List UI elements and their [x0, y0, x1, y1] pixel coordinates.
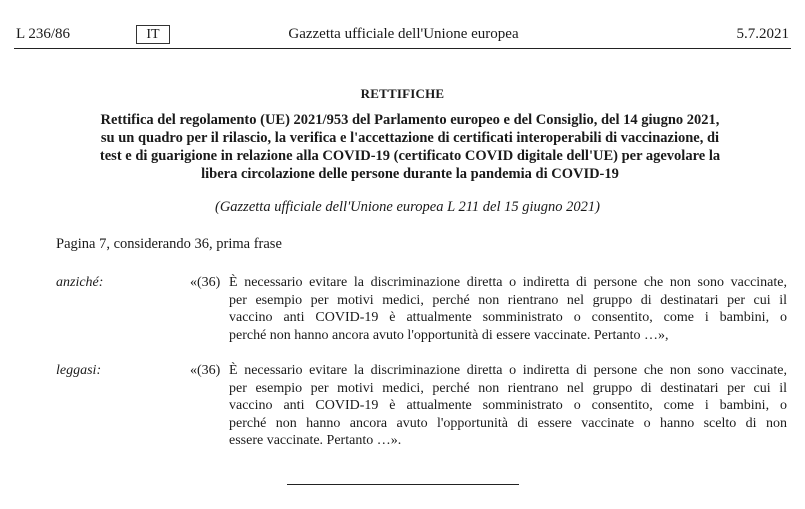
recital-number: «(36)	[190, 363, 221, 378]
end-divider	[287, 484, 519, 485]
text-line: È necessario evitare la discriminazione diretta o indiretta di persone che non sono vaccinate,	[229, 363, 787, 378]
recital-number: «(36)	[190, 275, 221, 290]
text-line: per esempio per motivi medici, perché non rientrano nel gruppo di destinatari per cui il	[229, 380, 787, 396]
source-reference: (Gazzetta ufficiale dell'Unione europea L 211 del 15 giugno 2021)	[214, 199, 601, 215]
publication-date: 5.7.2021	[736, 26, 789, 42]
document-title-line: Rettifica del regolamento (UE) 2021/953 del Parlamento europeo e del Consiglio, del 14 giugno 2021,	[100, 112, 720, 128]
correction-location: Pagina 7, considerando 36, prima frase	[56, 236, 282, 252]
document-title-line: su un quadro per il rilascio, la verifica e l'accettazione di certificati interoperabili di vaccinazione, di	[100, 130, 720, 146]
language-badge: IT	[136, 25, 170, 44]
text-line: perché non hanno ancora avuto l'opportunità di essere vaccinate. Pertanto …»,	[229, 327, 669, 343]
recital-text	[229, 274, 787, 344]
text-line: vaccino anti COVID-19 è attualmente somministrato o consentito, come i bambini, o	[229, 310, 787, 326]
journal-name: Gazzetta ufficiale dell'Unione europea	[288, 26, 519, 42]
text-line: per esempio per motivi medici, perché non rientrano nel gruppo di destinatari per cui il	[229, 292, 787, 308]
text-line: vaccino anti COVID-19 è attualmente somministrato o consentito, come i bambini, o	[229, 398, 787, 414]
document-title-line: test e di guarigione in relazione alla COVID-19 (certificato COVID digitale dell'UE) per agevolare la	[99, 148, 721, 164]
correction-label: anziché:	[56, 275, 104, 290]
correction-label: leggasi:	[56, 363, 102, 378]
text-line: È necessario evitare la discriminazione diretta o indiretta di persone che non sono vaccinate,	[229, 275, 787, 290]
text-line: essere vaccinate. Pertanto …».	[229, 433, 402, 449]
document-title-line: libera circolazione delle persone durante la pandemia di COVID-19	[201, 166, 619, 182]
document-title	[60, 111, 760, 183]
page-reference: L 236/86	[16, 26, 71, 42]
recital-text	[229, 362, 787, 450]
text-line: perché non hanno ancora avuto l'opportunità di essere vaccinate o hanno scelto di non	[229, 415, 787, 431]
page-header	[14, 24, 791, 49]
section-title: RETTIFICHE	[360, 86, 445, 101]
